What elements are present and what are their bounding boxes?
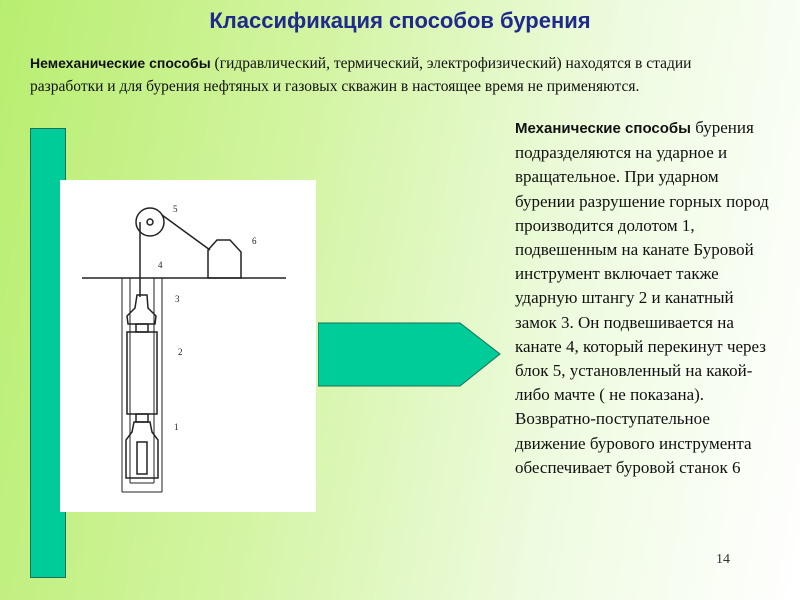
label-3: 3: [175, 294, 180, 304]
arrow-shape: [318, 322, 503, 388]
intro-bold: Немеханические способы: [30, 55, 211, 71]
description-paragraph: [515, 116, 775, 480]
figure-labels: [158, 204, 257, 432]
description-text: бурения подразделяются на ударное и вращательное. При ударном бурении разрушение горных пород производится долотом 1, подвешенным на канате Буровой инструмент включает также ударную штангу 2 и канатный замок 3. Он подвешивается на канате 4, который перекинут через блок 5, установленный на какой-либо мачте ( не показана). Возвратно-поступательное движение бурового инструмента обеспечивает буровой станок 6: [515, 118, 769, 477]
intro-text: (гидравлический, термический, электрофизический) находятся в стадии разработки и для бурения нефтяных и газовых скважин в настоящее время не применяются.: [30, 55, 692, 95]
page-number: 14: [716, 552, 730, 567]
label-6: 6: [252, 236, 257, 246]
label-2: 2: [178, 347, 183, 357]
label-1: 1: [174, 422, 179, 432]
slide-title: Классификация способов бурения: [209, 8, 591, 33]
label-5: 5: [173, 204, 178, 214]
drilling-diagram: [60, 180, 316, 512]
intro-paragraph: [30, 52, 750, 98]
label-4: 4: [158, 260, 163, 270]
description-bold: Механические способы: [515, 120, 691, 137]
